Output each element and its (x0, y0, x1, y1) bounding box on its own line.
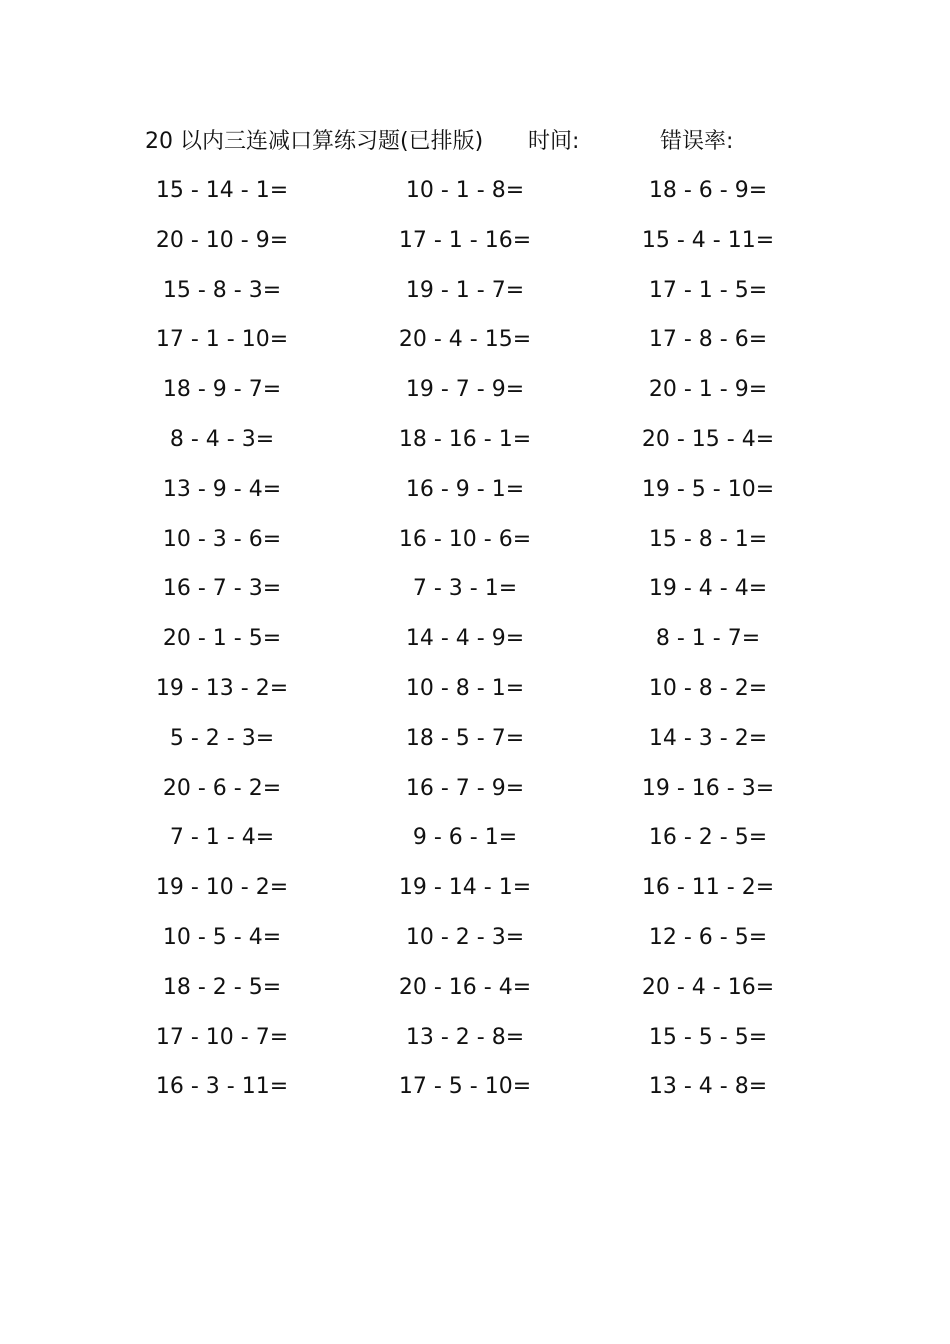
problem-item: 19 - 5 - 10= (641, 476, 775, 502)
problem-item: 7 - 3 - 1= (412, 576, 518, 602)
problem-item: 17 - 1 - 5= (648, 277, 768, 303)
problem-item: 15 - 8 - 3= (162, 277, 282, 303)
problem-item: 20 - 1 - 9= (648, 377, 768, 403)
problem-item: 19 - 13 - 2= (155, 675, 289, 701)
problem-item: 15 - 5 - 5= (648, 1024, 768, 1050)
problem-item: 19 - 7 - 9= (405, 377, 525, 403)
problem-item: 10 - 3 - 6= (162, 526, 282, 552)
worksheet-header (0, 124, 950, 160)
problem-item: 18 - 2 - 5= (162, 974, 282, 1000)
problem-item: 16 - 3 - 11= (155, 1074, 289, 1100)
error-rate-label: 错误率: (660, 129, 734, 154)
problem-item: 13 - 2 - 8= (405, 1024, 525, 1050)
problem-row (0, 1068, 950, 1118)
problem-row (0, 819, 950, 869)
problem-row (0, 321, 950, 371)
problem-item: 17 - 5 - 10= (398, 1074, 532, 1100)
problem-item: 19 - 4 - 4= (648, 576, 768, 602)
problem-item: 17 - 8 - 6= (648, 327, 768, 353)
problem-item: 15 - 4 - 11= (641, 227, 775, 253)
problem-item: 8 - 4 - 3= (169, 426, 275, 452)
problem-item: 7 - 1 - 4= (169, 825, 275, 851)
problem-row (0, 919, 950, 969)
problem-item: 20 - 4 - 15= (398, 327, 532, 353)
problem-row (0, 222, 950, 272)
problem-row (0, 620, 950, 670)
problem-item: 18 - 6 - 9= (648, 178, 768, 203)
problem-item: 10 - 5 - 4= (162, 924, 282, 950)
problem-item: 10 - 8 - 2= (648, 675, 768, 701)
problem-item: 20 - 1 - 5= (162, 626, 282, 652)
problem-item: 16 - 9 - 1= (405, 476, 525, 502)
problem-item: 16 - 7 - 3= (162, 576, 282, 602)
problem-item: 15 - 14 - 1= (155, 178, 289, 203)
problem-item: 17 - 1 - 10= (155, 327, 289, 353)
problem-item: 20 - 15 - 4= (641, 426, 775, 452)
problem-item: 18 - 5 - 7= (405, 725, 525, 751)
problem-row (0, 1019, 950, 1069)
time-label: 时间: (528, 129, 580, 154)
page-title: 20 以内三连减口算练习题(已排版) (145, 129, 484, 154)
problem-item: 17 - 10 - 7= (155, 1024, 289, 1050)
problem-row (0, 272, 950, 322)
problem-item: 10 - 8 - 1= (405, 675, 525, 701)
problem-item: 10 - 2 - 3= (405, 924, 525, 950)
problem-item: 16 - 10 - 6= (398, 526, 532, 552)
problem-item: 14 - 4 - 9= (405, 626, 525, 652)
problem-item: 12 - 6 - 5= (648, 924, 768, 950)
problem-item: 8 - 1 - 7= (655, 626, 761, 652)
problem-item: 18 - 9 - 7= (162, 377, 282, 403)
problem-item: 17 - 1 - 16= (398, 227, 532, 253)
problem-row (0, 421, 950, 471)
problem-item: 20 - 4 - 16= (641, 974, 775, 1000)
problem-row (0, 969, 950, 1019)
problem-item: 20 - 16 - 4= (398, 974, 532, 1000)
problem-row (0, 172, 950, 222)
problem-item: 16 - 7 - 9= (405, 775, 525, 801)
problem-item: 13 - 9 - 4= (162, 476, 282, 502)
problem-item: 19 - 16 - 3= (641, 775, 775, 801)
problem-item: 13 - 4 - 8= (648, 1074, 768, 1100)
problem-row (0, 670, 950, 720)
problem-item: 20 - 10 - 9= (155, 227, 289, 253)
problem-item: 20 - 6 - 2= (162, 775, 282, 801)
problem-item: 14 - 3 - 2= (648, 725, 768, 751)
problem-item: 15 - 8 - 1= (648, 526, 768, 552)
problem-item: 19 - 14 - 1= (398, 875, 532, 901)
problem-item: 16 - 11 - 2= (641, 875, 775, 901)
problem-item: 10 - 1 - 8= (405, 178, 525, 203)
problem-row (0, 770, 950, 820)
problem-row (0, 471, 950, 521)
problem-grid (0, 172, 950, 1118)
problem-item: 19 - 10 - 2= (155, 875, 289, 901)
problem-item: 18 - 16 - 1= (398, 426, 532, 452)
problem-row (0, 521, 950, 571)
problem-item: 9 - 6 - 1= (412, 825, 518, 851)
problem-row (0, 720, 950, 770)
problem-item: 16 - 2 - 5= (648, 825, 768, 851)
problem-row (0, 371, 950, 421)
problem-item: 5 - 2 - 3= (169, 725, 275, 751)
problem-row (0, 869, 950, 919)
problem-row (0, 570, 950, 620)
problem-item: 19 - 1 - 7= (405, 277, 525, 303)
